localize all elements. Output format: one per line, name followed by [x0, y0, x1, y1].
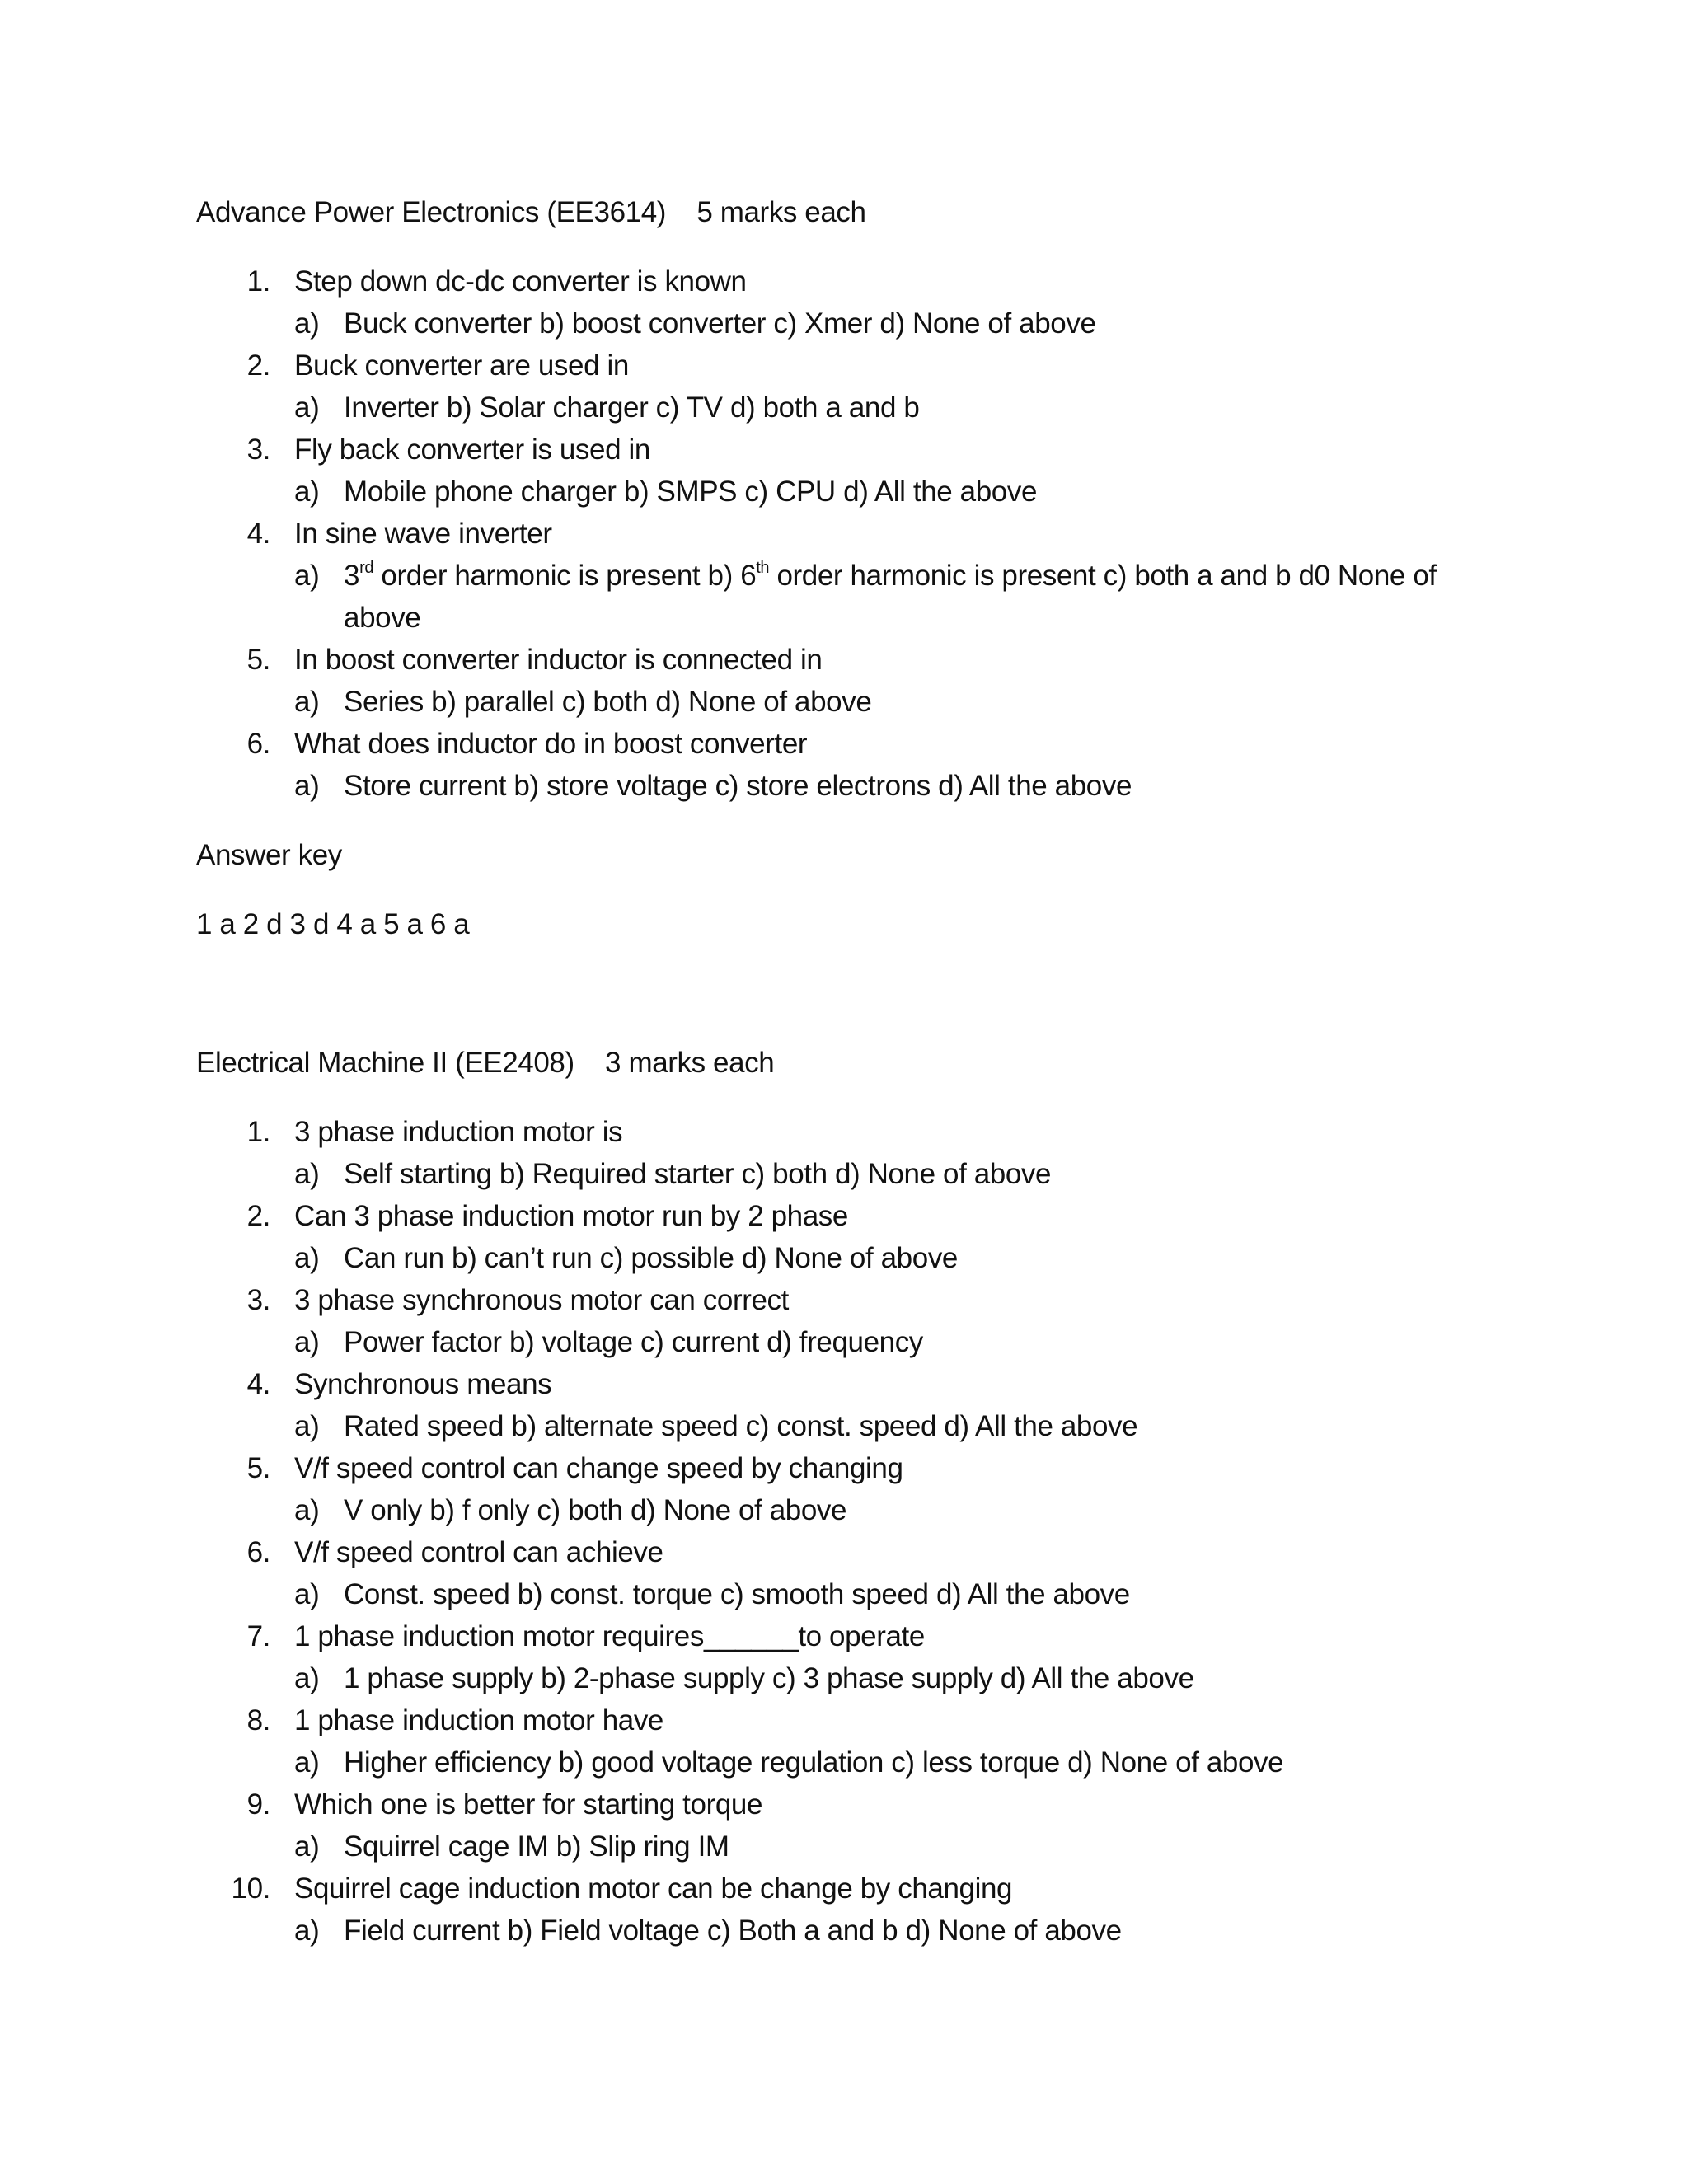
question-text: V/f speed control can change speed by changing: [294, 1452, 903, 1484]
question-number: 10.: [231, 1872, 270, 1905]
question-item: [196, 1279, 1482, 1363]
option-letter: a): [294, 1158, 320, 1190]
question-options: [294, 302, 1482, 344]
question-number: 3.: [246, 434, 270, 466]
question-text: 3 phase synchronous motor can correct: [294, 1284, 789, 1316]
question-number: 8.: [246, 1704, 270, 1736]
option-letter: a): [294, 391, 320, 424]
ordinal-superscript: th: [756, 559, 770, 578]
question-text: Can 3 phase induction motor run by 2 phase: [294, 1200, 848, 1232]
question-number: 2.: [246, 1200, 270, 1232]
question-number: 4.: [246, 518, 270, 550]
question-text: In sine wave inverter: [294, 518, 552, 550]
answer-key-values: 1 a 2 d 3 d 4 a 5 a 6 a: [196, 908, 470, 940]
question-number: 6.: [246, 728, 270, 760]
option-text: Buck converter b) boost converter c) Xmer d) None of above: [344, 307, 1096, 340]
question-item: [196, 1699, 1482, 1783]
question-options: [294, 1321, 1482, 1363]
option-text: Higher efficiency b) good voltage regulation c) less torque d) None of above: [344, 1746, 1284, 1779]
option-letter: a): [294, 1494, 320, 1526]
question-options: [294, 1657, 1482, 1699]
question-list-electrical-machine: [196, 1111, 1482, 1952]
option-text: V only b) f only c) both d) None of above: [344, 1494, 847, 1526]
question-text: 1 phase induction motor requires______to operate: [294, 1620, 925, 1652]
question-item: [196, 1783, 1482, 1868]
question-text: 1 phase induction motor have: [294, 1704, 663, 1736]
option-letter: a): [294, 770, 320, 802]
option-letter: a): [294, 1746, 320, 1779]
option-letter: a): [294, 1915, 320, 1947]
section-spacer: [196, 945, 1482, 1042]
question-item: [196, 1531, 1482, 1615]
option-text: Can run b) can’t run c) possible d) None of above: [344, 1242, 958, 1274]
question-item: [196, 260, 1482, 344]
question-text: Which one is better for starting torque: [294, 1788, 763, 1821]
option-text: Self starting b) Required starter c) both d) None of above: [344, 1158, 1052, 1190]
question-text: Fly back converter is used in: [294, 434, 650, 466]
question-text: Squirrel cage induction motor can be change by changing: [294, 1872, 1013, 1905]
question-options: [294, 1489, 1482, 1531]
question-text: What does inductor do in boost converter: [294, 728, 808, 760]
question-options: [294, 1405, 1482, 1447]
question-options: [294, 387, 1482, 429]
question-item: [196, 1111, 1482, 1195]
option-text: Const. speed b) const. torque c) smooth speed d) All the above: [344, 1578, 1130, 1610]
option-letter: a): [294, 1410, 320, 1442]
question-item: [196, 1447, 1482, 1531]
question-list-power-electronics: [196, 260, 1482, 807]
question-text: 3 phase induction motor is: [294, 1116, 623, 1148]
option-letter: a): [294, 1326, 320, 1358]
question-item: [196, 639, 1482, 723]
option-text: [344, 555, 1482, 639]
section-heading-electrical-machine: Electrical Machine II (EE2408) 3 marks each: [196, 1047, 775, 1079]
option-text: Squirrel cage IM b) Slip ring IM: [344, 1830, 729, 1863]
ordinal-superscript: rd: [359, 559, 374, 578]
option-letter: a): [294, 1242, 320, 1274]
question-number: 5.: [246, 1452, 270, 1484]
option-letter: a): [294, 1830, 320, 1863]
option-text: Store current b) store voltage c) store electrons d) All the above: [344, 770, 1132, 802]
option-text: Field current b) Field voltage c) Both a and b d) None of above: [344, 1915, 1122, 1947]
question-number: 3.: [246, 1284, 270, 1316]
question-number: 1.: [246, 1116, 270, 1148]
question-options: [294, 1153, 1482, 1195]
option-letter: a): [294, 476, 320, 508]
answer-key-heading: Answer key: [196, 839, 342, 871]
question-text: Synchronous means: [294, 1368, 552, 1400]
question-item: [196, 429, 1482, 513]
section-heading-power-electronics: Advance Power Electronics (EE3614) 5 marks each: [196, 196, 866, 228]
question-options: [294, 765, 1482, 807]
question-item: [196, 1363, 1482, 1447]
question-item: [196, 723, 1482, 807]
question-item: [196, 344, 1482, 429]
option-text-part: 3: [344, 560, 360, 592]
question-text: V/f speed control can achieve: [294, 1536, 663, 1568]
option-letter: a): [294, 307, 320, 340]
question-item: [196, 513, 1482, 639]
question-item: [196, 1868, 1482, 1952]
option-letter: a): [294, 1662, 320, 1694]
question-text: In boost converter inductor is connected in: [294, 644, 823, 676]
option-letter: a): [294, 686, 320, 718]
option-letter: a): [294, 560, 320, 592]
question-number: 4.: [246, 1368, 270, 1400]
question-options: [294, 1573, 1482, 1615]
option-text: Inverter b) Solar charger c) TV d) both a and b: [344, 391, 920, 424]
question-number: 7.: [246, 1620, 270, 1652]
document-content: [196, 191, 1482, 1952]
question-number: 1.: [246, 265, 270, 298]
option-text: Mobile phone charger b) SMPS c) CPU d) All the above: [344, 476, 1038, 508]
question-options: [294, 1237, 1482, 1279]
option-letter: a): [294, 1578, 320, 1610]
question-options: [294, 1825, 1482, 1868]
question-options: [294, 1741, 1482, 1783]
question-number: 6.: [246, 1536, 270, 1568]
option-text-part: order harmonic is present c) both a and b d0 None of above: [344, 560, 1437, 634]
question-text: Buck converter are used in: [294, 349, 629, 382]
question-number: 2.: [246, 349, 270, 382]
option-text-part: order harmonic is present b) 6: [373, 560, 757, 592]
question-item: [196, 1195, 1482, 1279]
question-options: [294, 555, 1482, 639]
option-text: 1 phase supply b) 2-phase supply c) 3 phase supply d) All the above: [344, 1662, 1194, 1694]
question-number: 9.: [246, 1788, 270, 1821]
option-text: Rated speed b) alternate speed c) const. speed d) All the above: [344, 1410, 1138, 1442]
question-options: [294, 1910, 1482, 1952]
question-number: 5.: [246, 644, 270, 676]
question-options: [294, 681, 1482, 723]
option-text: Series b) parallel c) both d) None of above: [344, 686, 872, 718]
question-item: [196, 1615, 1482, 1699]
option-text: Power factor b) voltage c) current d) frequency: [344, 1326, 923, 1358]
question-options: [294, 471, 1482, 513]
question-text: Step down dc-dc converter is known: [294, 265, 747, 298]
